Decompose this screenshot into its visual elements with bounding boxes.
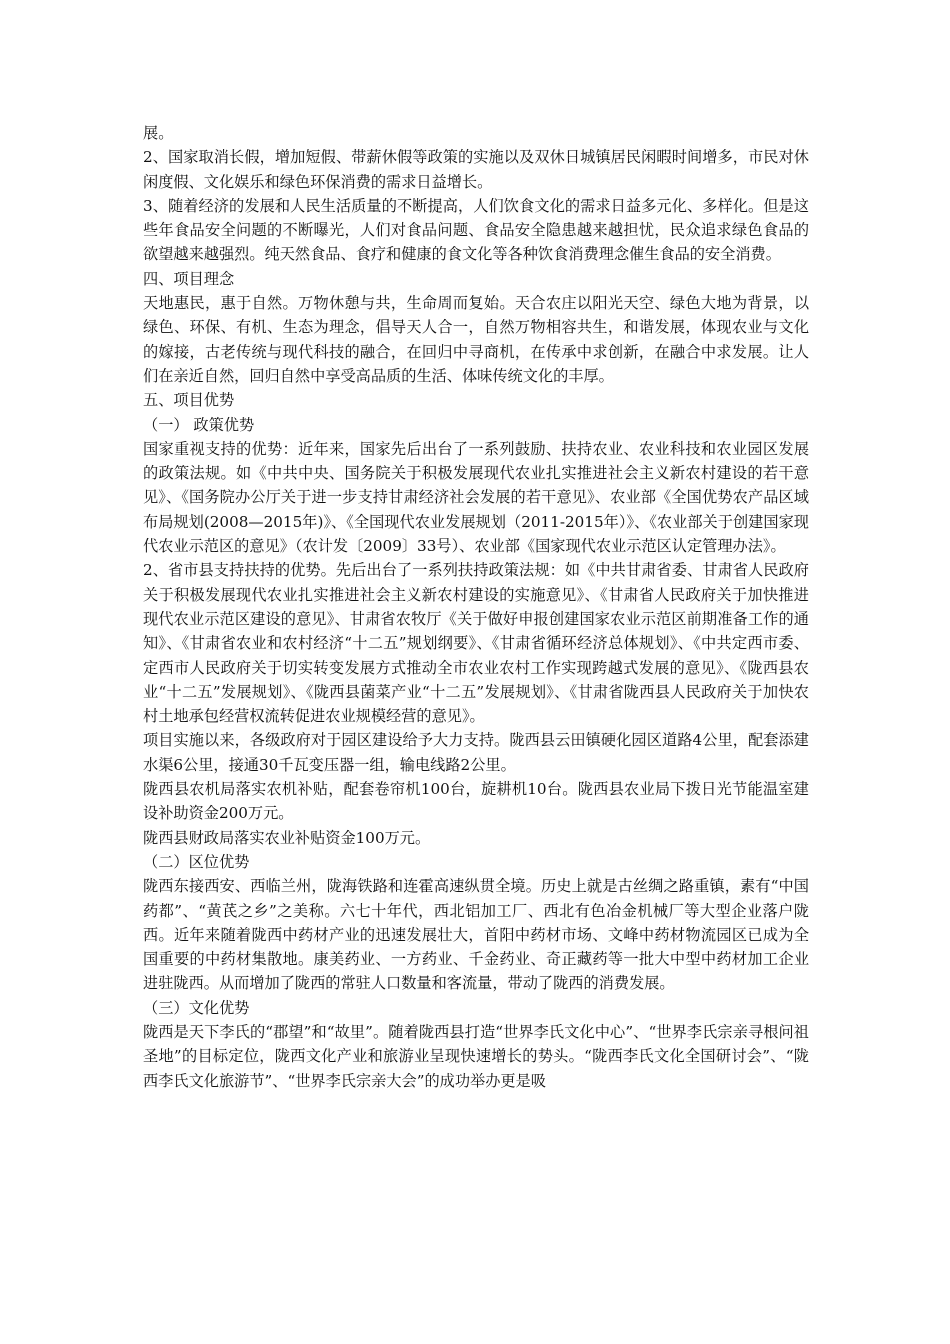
paragraph-government-support: 项目实施以来，各级政府对于园区建设给予大力支持。陇西县云田镇硬化园区道路4公里，配套添建水渠6公里，接通30千瓦变压器一组，输电线路2公里。 xyxy=(143,731,809,774)
paragraph-finance-subsidy: 陇西县财政局落实农业补贴资金100万元。 xyxy=(143,828,431,847)
paragraph-culture: 陇西是天下李氏的“郡望”和“故里”。随着陇西县打造“世界李氏文化中心”、“世界李氏宗亲寻根问祖圣地”的目标定位，陇西文化产业和旅游业呈现快速增长的势头。“陇西李氏文化全国研讨会”、“陇西李氏文化旅游节”、“世界李氏宗亲大会”的成功举办更是吸 xyxy=(143,1022,809,1090)
subheading-policy-advantage: （一） 政策优势 xyxy=(143,415,255,434)
subheading-location-advantage: （二）区位优势 xyxy=(143,852,250,871)
paragraph-leisure-demand: 2、国家取消长假，增加短假、带薪休假等政策的实施以及双休日城镇居民闲暇时间增多，市民对休闲度假、文化娱乐和绿色环保消费的需求日益增长。 xyxy=(143,148,809,191)
section-heading-project-concept: 四、项目理念 xyxy=(143,269,235,288)
paragraph-agri-machinery: 陇西县农机局落实农机补贴，配套卷帘机100台，旋耕机10台。陇西县农业局下拨日光节能温室建设补助资金200万元。 xyxy=(143,780,809,823)
paragraph-project-concept: 天地惠民，惠于自然。万物休憩与共，生命周而复始。天合农庄以阳光天空、绿色大地为背景，以绿色、环保、有机、生态为理念，倡导天人合一，自然万物相容共生，和谐发展，体现农业与文化的嫁接，古老传统与现代科技的融合，在回归中寻商机，在传承中求创新，在融合中求发展。让人们在亲近自然，回归自然中享受高品质的生活、体味传统文化的丰厚。 xyxy=(143,294,809,385)
paragraph-national-policy: 国家重视支持的优势：近年来，国家先后出台了一系列鼓励、扶持农业、农业科技和农业园区发展的政策法规。如《中共中央、国务院关于积极发展现代农业扎实推进社会主义新农村建设的若干意见》、《国务院办公厅关于进一步支持甘肃经济社会发展的若干意见》、农业部《全国优势农产品区域布局规划(2008—2015年)》、《全国现代农业发展规划（2011-2015年）》、《农业部关于创建国家现代农业示范区的意见》（农计发〔2009〕33号）、农业部《国家现代农业示范区认定管理办法》。 xyxy=(143,439,809,556)
paragraph-provincial-policy: 2、省市县支持扶持的优势。先后出台了一系列扶持政策法规：如《中共甘肃省委、甘肃省人民政府关于积极发展现代农业扎实推进社会主义新农村建设的实施意见》、《甘肃省人民政府关于加快推进现代农业示范区建设的意见》、甘肃省农牧厅《关于做好申报创建国家农业示范区前期准备工作的通知》、《甘肃省农业和农村经济“十二五”规划纲要》、《甘肃省循环经济总体规划》、《中共定西市委、定西市人民政府关于切实转变发展方式推动全市农业农村工作实现跨越式发展的意见》、《陇西县农业“十二五”发展规划》、《陇西县菌菜产业“十二五”发展规划》、《甘肃省陇西县人民政府关于加快农村土地承包经营权流转促进农业规模经营的意见》。 xyxy=(143,561,809,726)
subheading-culture-advantage: （三）文化优势 xyxy=(143,998,250,1017)
paragraph-location: 陇西东接西安、西临兰州，陇海铁路和连霍高速纵贯全境。历史上就是古丝绸之路重镇，素有“中国药都”、“黄芪之乡”之美称。六七十年代，西北铝加工厂、西北有色冶金机械厂等大型企业落户陇西。近年来随着陇西中药材产业的迅速发展壮大，首阳中药材市场、文峰中药材物流园区已成为全国重要的中药材集散地。康美药业、一方药业、千金药业、奇正藏药等一批大中型中药材加工企业进驻陇西。从而增加了陇西的常驻人口数量和客流量，带动了陇西的消费发展。 xyxy=(143,877,809,993)
paragraph-continuation: 展。 xyxy=(143,124,174,142)
document-page xyxy=(143,121,809,1093)
section-heading-project-advantages: 五、项目优势 xyxy=(143,391,235,410)
paragraph-food-safety: 3、随着经济的发展和人民生活质量的不断提高，人们饮食文化的需求日益多元化、多样化。但是这些年食品安全问题的不断曝光，人们对食品问题、食品安全隐患越来越担忧，民众追求绿色食品的欲望越来越强烈。纯天然食品、食疗和健康的食文化等各种饮食消费理念催生食品的安全消费。 xyxy=(143,196,809,264)
